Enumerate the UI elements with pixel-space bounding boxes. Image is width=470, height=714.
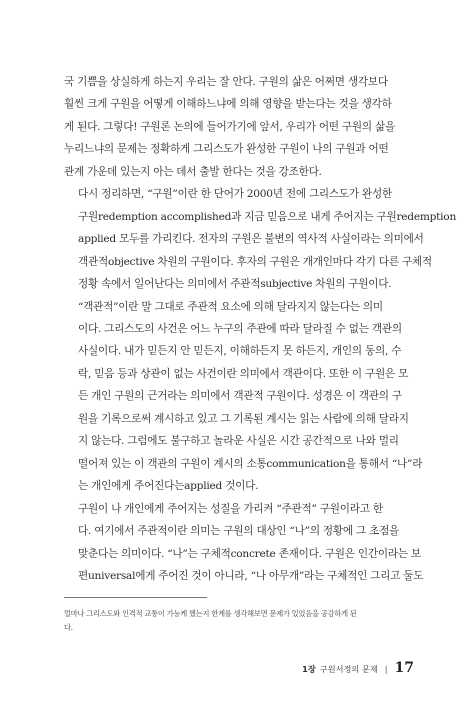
footnote-line: 다. (64, 622, 73, 632)
body-text (64, 71, 457, 587)
text-line: 구원이 나 개인에게 주어지는 성질을 가리켜 “주관적” 구원이라고 한 (78, 502, 383, 515)
text-line: 이다. 그리스도의 사건은 어느 누구의 주관에 따라 달라질 수 없는 객관의 (78, 322, 402, 335)
text-line: “객관적”이란 말 그대로 주관적 요소에 의해 달라지지 않는다는 의미 (78, 300, 383, 313)
text-line: applied 모두를 가리킨다. 전자의 구원은 불변의 역사적 사실이라는 의미에서 (78, 233, 424, 246)
text-line: 정황 속에서 일어난다는 의미에서 주관적subjective 차원의 구원이다. (78, 278, 392, 291)
text-line: 는 개인에게 주어진다는applied 것이다. (78, 480, 259, 493)
text-line: 지 않는다. 그럼에도 불구하고 놀라운 사실은 시간 공간적으로 나와 멀리 (78, 435, 399, 448)
text-line: 든 개인 구원의 근거라는 의미에서 객관적 구원이다. 성경은 이 객관의 구 (78, 390, 402, 403)
paragraph (64, 296, 423, 498)
page-number: 17 (394, 660, 414, 676)
running-footer (302, 660, 414, 676)
chapter-title: 구원서정의 문제 (319, 664, 378, 674)
text-line: 구원redemption accomplished과 지금 믿음으로 내게 주어지는 구원redemption (78, 210, 457, 223)
footer-separator: | (384, 664, 388, 674)
text-line: 락, 믿음 등과 상관이 없는 사건이란 의미에서 객관이다. 또한 이 구원은 모 (78, 367, 409, 380)
text-line: 원을 기록으로써 계시하고 있고 그 기록된 계시는 읽는 사람에 의해 달라지 (78, 412, 409, 425)
text-line: 누리느냐의 문제는 정확하게 그리스도가 완성한 구원이 나의 구원과 어떤 (64, 143, 389, 156)
text-line: 다시 정리하면, “구원”이란 한 단어가 2000년 전에 그리스도가 완성한 (78, 188, 392, 201)
footnote-line: 얼마나 그리스도와 인격적 교통이 가능케 했는지 한계를 생각해보면 문제가 있었음을 공감하게 된 (64, 609, 357, 618)
text-line: 떨어져 있는 이 객관의 구원이 계시의 소통communication을 통해서 “나”라 (78, 457, 423, 470)
chapter-label: 1장 (302, 664, 316, 674)
text-line: 사실이다. 내가 믿든지 안 믿든지, 이해하든지 못 하든지, 개인의 동의, 수 (78, 345, 402, 358)
footnote-rule (64, 597, 207, 598)
text-line: 게 된다. 그렇다! 구원론 논의에 들어가기에 앞서, 우리가 어떤 구원의 삶을 (64, 120, 395, 133)
text-line: 맞춘다는 의미이다. “나”는 구체적concrete 존재이다. 구원은 인간이라는 보 (78, 547, 421, 560)
text-line: 객관적objective 차원의 구원이다. 후자의 구원은 개개인마다 각기 다른 구체적 (78, 255, 432, 268)
text-line: 관계 가운데 있는지 아는 데서 출발 한다는 것을 강조한다. (64, 165, 322, 178)
text-line: 국 기쁨을 상실하게 하는지 우리는 잘 안다. 구원의 삶은 어쩌면 생각보다 (64, 76, 388, 88)
text-line: 편universal에게 주어진 것이 아니라, “나 아무개”라는 구체적인 그리고 둘도 (78, 569, 424, 582)
paragraph (64, 498, 424, 588)
paragraph (64, 183, 457, 295)
paragraph (64, 71, 409, 183)
footnote (64, 607, 414, 634)
text-line: 다. 여기에서 주관적이란 의미는 구원의 대상인 “나”의 정황에 그 초점을 (78, 525, 400, 538)
text-line: 훨씬 크게 구원을 어떻게 이해하느냐에 의해 영향을 받는다는 것을 생각하 (64, 98, 392, 111)
